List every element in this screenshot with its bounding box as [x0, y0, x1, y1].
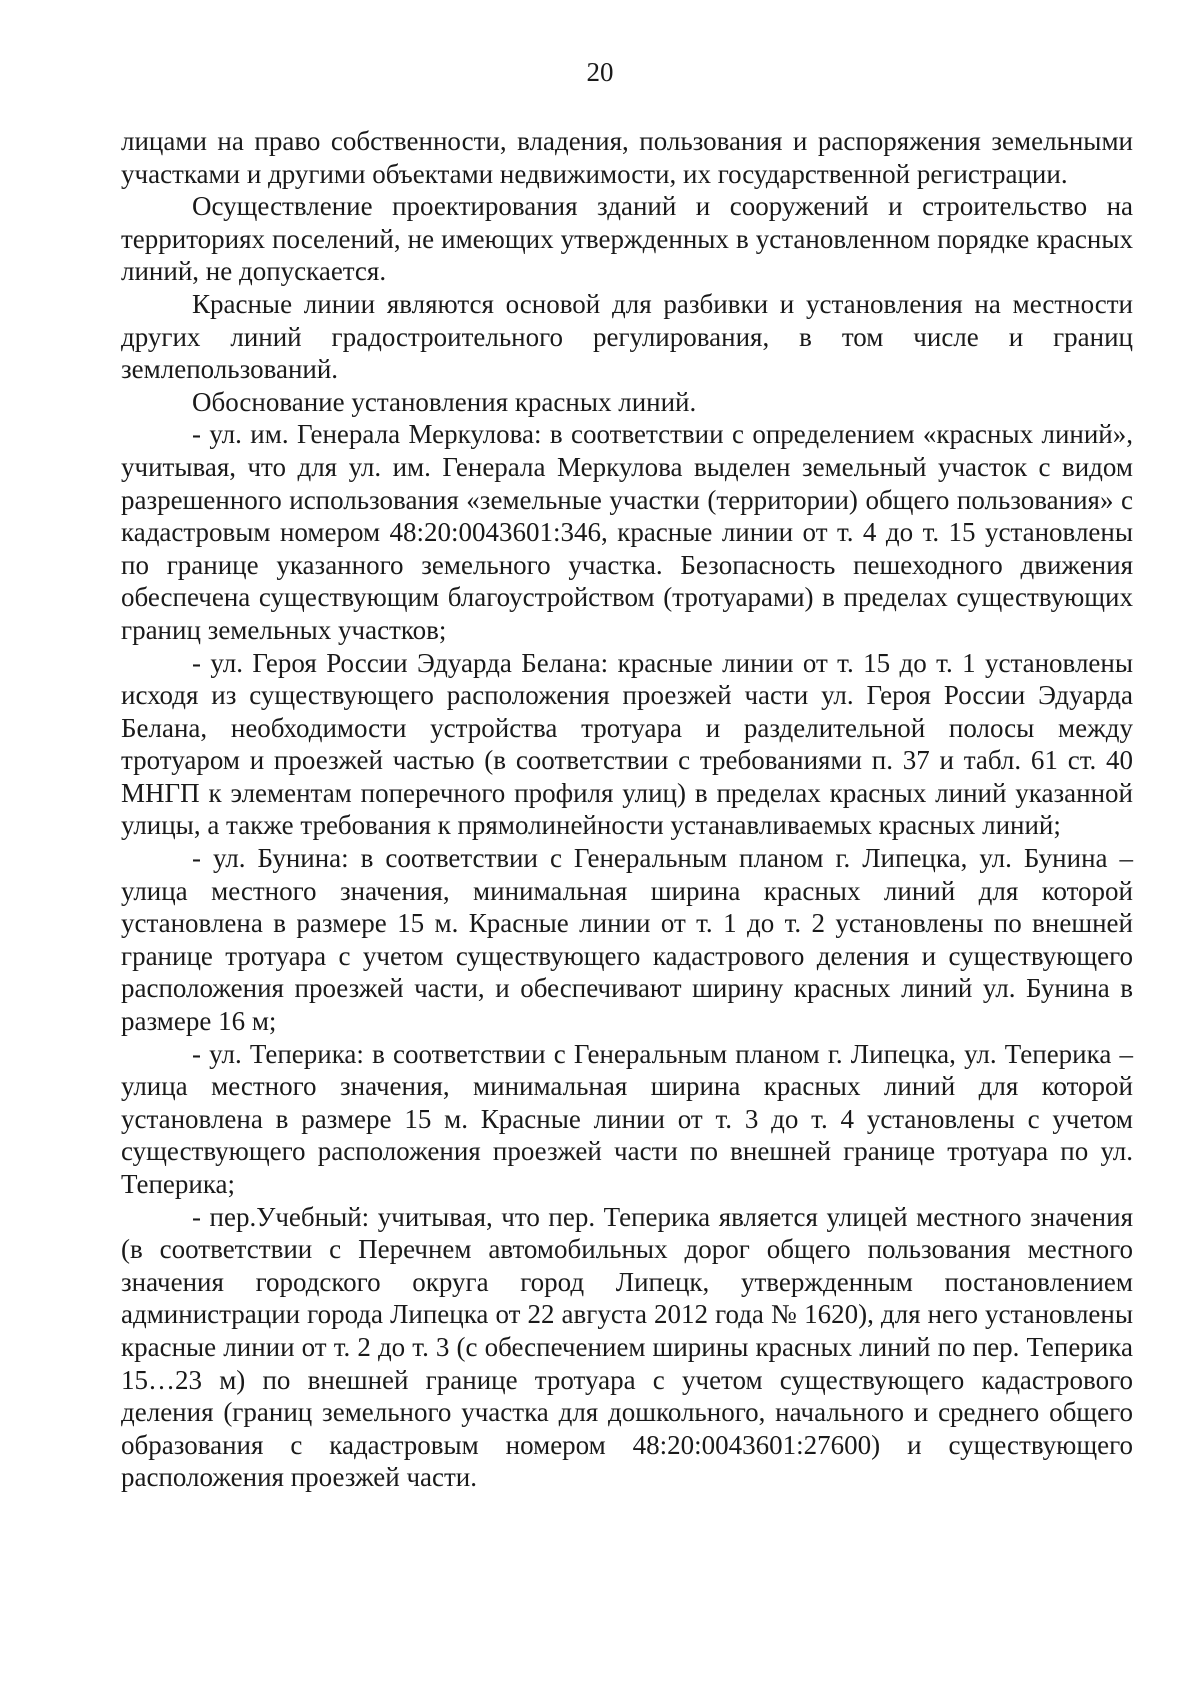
list-item-merkulova-street: - ул. им. Генерала Меркулова: в соответствии с определением «красных линий», учитывая, что для ул. им. Генерала Меркулова выделен земельный участок с видом разрешенного использования «земельные участки (территории) общего пользования» с кадастровым номером 48:20:0043601:346, красные линии от т. 4 до т. 15 установлены по границе указанного земельного участка. Безопасность пешеходного движения обеспечена существующим благоустройством (тротуарами) в пределах существующих границ земельных участков; [121, 419, 1133, 645]
paragraph-justification-heading: Обоснование установления красных линий. [192, 386, 697, 417]
list-item-bunina-street: - ул. Бунина: в соответствии с Генеральным планом г. Липецка, ул. Бунина – улица местного значения, минимальная ширина красных линий для которой установлена в размере 15 м. Красные линии от т. 1 до т. 2 установлены по внешней границе тротуара с учетом существующего кадастрового деления и существующего расположения проезжей части, и обеспечивают ширину красных линий ул. Бунина в размере 16 м; [121, 843, 1133, 1037]
document-body [121, 125, 1133, 1494]
list-item-teperika-street: - ул. Теперика: в соответствии с Генеральным планом г. Липецка, ул. Теперика – улица местного значения, минимальная ширина красных линий для которой установлена в размере 15 м. Красные линии от т. 3 до т. 4 установлены с учетом существующего расположения проезжей части по внешней границе тротуара по ул. Теперика; [121, 1038, 1133, 1199]
paragraph-design-restriction: Осуществление проектирования зданий и сооружений и строительство на территориях поселений, не имеющих утвержденных в установленном порядке красных линий, не допускается. [121, 191, 1133, 287]
page-number: 20 [586, 57, 614, 87]
list-item-belana-street: - ул. Героя России Эдуарда Белана: красные линии от т. 15 до т. 1 установлены исходя из существующего расположения проезжей части ул. Героя России Эдуарда Белана, необходимости устройства тротуара и разделительной полосы между тротуаром и проезжей частью (в соответствии с требованиями п. 37 и табл. 61 ст. 40 МНГП к элементам поперечного профиля улиц) в пределах красных линий указанной улицы, а также требования к прямолинейности устанавливаемых красных линий; [121, 647, 1133, 841]
paragraph-continuation: лицами на право собственности, владения, пользования и распоряжения земельными участками и другими объектами недвижимости, их государственной регистрации. [121, 126, 1133, 189]
paragraph-red-lines-basis: Красные линии являются основой для разбивки и установления на местности других линий градостроительного регулирования, в том числе и границ землепользований. [121, 288, 1133, 385]
list-item-uchebny-lane: - пер.Учебный: учитывая, что пер. Теперика является улицей местного значения (в соответствии с Перечнем автомобильных дорог общего пользования местного значения городского округа город Липецк, утвержденным постановлением администрации города Липецка от 22 августа 2012 года № 1620), для него установлены красные линии от т. 2 до т. 3 (с обеспечением ширины красных линий по пер. Теперика 15…23 м) по внешней границе тротуара с учетом существующего кадастрового деления (границ земельного участка для дошкольного, начального и среднего общего образования с кадастровым номером 48:20:0043601:27600) и существующего расположения проезжей части. [121, 1201, 1133, 1493]
